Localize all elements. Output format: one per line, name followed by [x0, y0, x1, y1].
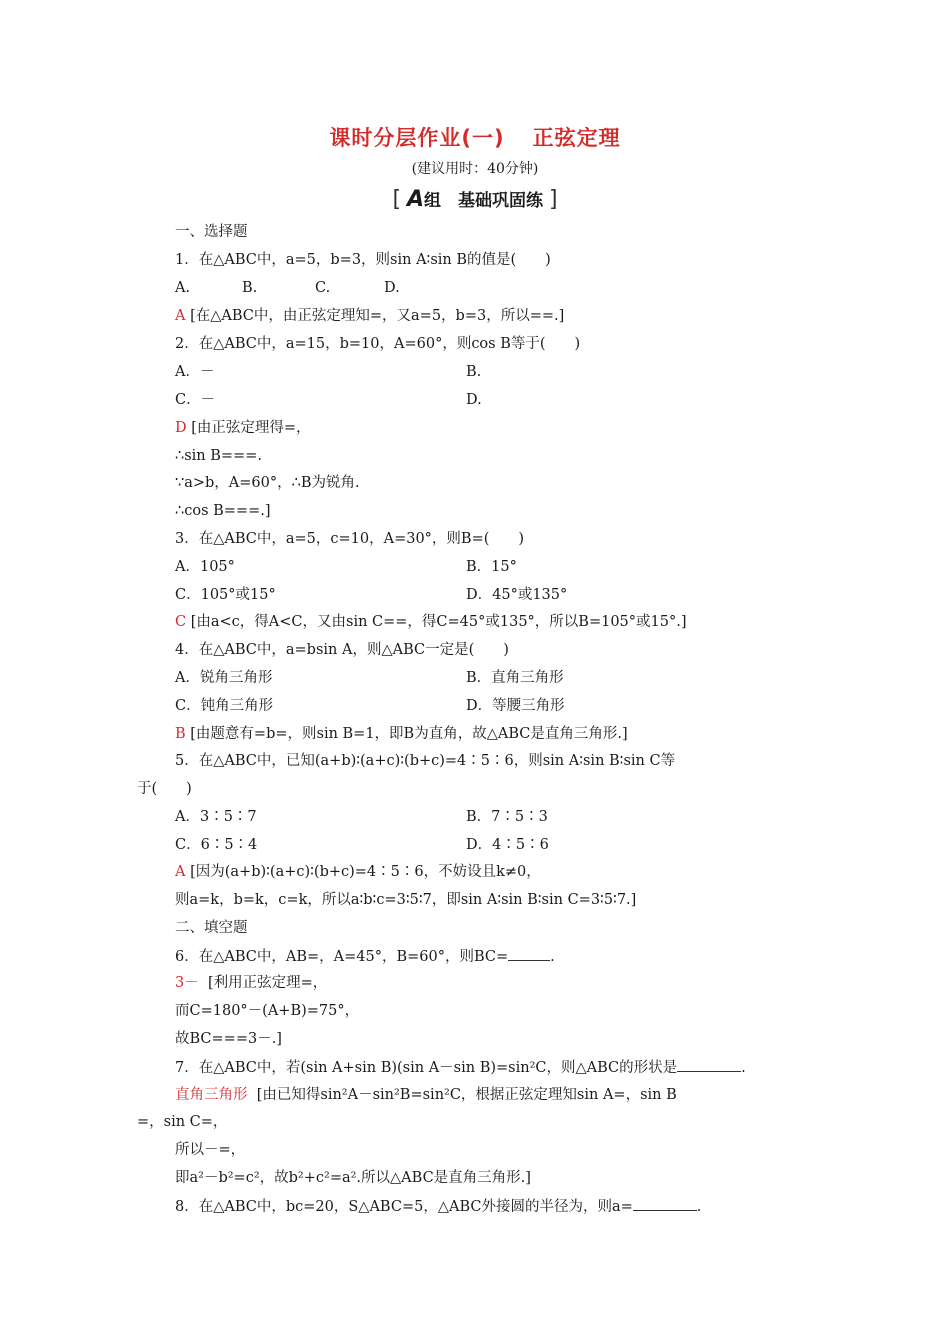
option-a: A．105°	[175, 559, 235, 575]
question-stem: 1．在△ABC中，a=5，b=3，则sin A∶sin B的值是( )	[175, 252, 551, 268]
answer-explanation: [由已知得sin²A－sin²B=sin²C，根据正弦定理知sin A=，sin B	[256, 1087, 677, 1103]
answer-explanation: [在△ABC中，由正弦定理知=，又a=5，b=3，所以==.]	[190, 308, 565, 324]
question-stem-cont: 于( )	[137, 781, 192, 797]
option-d: D.	[466, 392, 482, 408]
answer-line	[175, 612, 687, 632]
option-b: B．7∶5∶3	[466, 809, 548, 825]
option-b: B.	[242, 280, 258, 296]
group-bracket-close: ]	[548, 187, 558, 212]
option-a: A．3∶5∶7	[175, 809, 257, 825]
answer-blank	[677, 1057, 741, 1072]
answer-line	[175, 418, 311, 438]
option-a: A.	[175, 280, 191, 296]
answer-explanation: [利用正弦定理=，	[207, 975, 328, 991]
stem-end: .	[696, 1199, 702, 1215]
title-topic: 正弦定理	[532, 126, 621, 150]
group-letter: A	[406, 187, 425, 212]
option-d: D．等腰三角形	[466, 698, 565, 714]
explanation-line: 故BC===3－.]	[175, 1031, 282, 1047]
option-d: D.	[384, 280, 400, 296]
explanation-line: =，sin C=，	[137, 1114, 228, 1130]
option-d: D．4∶5∶6	[466, 837, 549, 853]
option-c: C．6∶5∶4	[175, 837, 258, 853]
answer-blank	[508, 946, 550, 961]
time-suggestion: (建议用时：40分钟)	[411, 161, 539, 177]
option-a: A．锐角三角形	[175, 670, 273, 686]
answer-explanation: [由题意有=b=，则sin B=1，即B为直角，故△ABC是直角三角形.]	[190, 726, 628, 742]
question-stem: 3．在△ABC中，a=5，c=10，A=30°，则B=( )	[175, 531, 525, 547]
option-c: C.	[315, 280, 331, 296]
group-heading	[0, 186, 950, 212]
page-title	[0, 122, 950, 152]
option-b: B．15°	[466, 559, 517, 575]
question-stem	[175, 1196, 701, 1217]
answer-letter: B	[175, 726, 186, 742]
explanation-line: 则a=k，b=k，c=k，所以a∶b∶c=3∶5∶7，即sin A∶sin B∶sin C=3∶5∶7.]	[175, 892, 637, 908]
stem-text: 6．在△ABC中，AB=，A=45°，B=60°，则BC=	[175, 949, 509, 965]
section-heading: 二、填空题	[175, 920, 248, 936]
answer-letter: D	[175, 420, 187, 436]
title-main: 课时分层作业(一)	[329, 126, 505, 150]
answer-letter: A	[175, 308, 186, 324]
explanation-line: 所以－=，	[175, 1142, 246, 1158]
answer-blank	[633, 1196, 697, 1211]
stem-end: .	[550, 949, 555, 965]
answer-line	[175, 724, 628, 744]
answer-line	[175, 862, 541, 882]
answer-line	[175, 306, 564, 326]
group-bracket-open: [	[392, 187, 402, 212]
option-c: C．钝角三角形	[175, 698, 274, 714]
question-stem	[175, 1057, 746, 1078]
answer-explanation: [因为(a+b)∶(a+c)∶(b+c)=4∶5∶6，不妨设且k≠0，	[190, 864, 541, 880]
explanation-line: ∴cos B===.]	[175, 503, 271, 519]
answer-letter: C	[175, 614, 187, 630]
answer-value: 直角三角形	[175, 1087, 248, 1103]
answer-line	[175, 1085, 677, 1105]
option-c: C．－	[175, 392, 216, 408]
question-stem: 2．在△ABC中，a=15，b=10，A=60°，则cos B等于( )	[175, 336, 581, 352]
answer-explanation: [由a<c，得A<C，又由sin C==，得C=45°或135°，所以B=105°或15°.]	[190, 614, 687, 630]
option-b: B.	[466, 364, 482, 380]
group-label: 组 基础巩固练	[424, 191, 544, 211]
answer-line	[175, 973, 327, 993]
option-d: D．45°或135°	[466, 587, 568, 603]
question-stem: 5．在△ABC中，已知(a+b)∶(a+c)∶(b+c)=4∶5∶6，则sin A∶sin B∶sin C等	[175, 753, 676, 769]
section-heading: 一、选择题	[175, 224, 248, 240]
explanation-line: 即a²－b²=c²，故b²+c²=a².所以△ABC是直角三角形.]	[175, 1170, 531, 1186]
explanation-line: ∴sin B===.	[175, 448, 262, 464]
option-b: B．直角三角形	[466, 670, 564, 686]
stem-end: .	[741, 1060, 746, 1076]
explanation-line: ∵a>b，A=60°，∴B为锐角.	[175, 475, 360, 491]
question-stem	[175, 946, 555, 967]
option-c: C．105°或15°	[175, 587, 276, 603]
option-a: A．－	[175, 364, 215, 380]
answer-explanation: [由正弦定理得=，	[191, 420, 311, 436]
answer-letter: A	[175, 864, 186, 880]
answer-value: 3－	[175, 975, 199, 991]
stem-text: 7．在△ABC中，若(sin A+sin B)(sin A－sin B)=sin²C，则△ABC的形状是	[175, 1060, 678, 1076]
question-stem: 4．在△ABC中，a=bsin A，则△ABC一定是( )	[175, 642, 509, 658]
explanation-line: 而C=180°－(A+B)=75°，	[175, 1003, 360, 1019]
stem-text: 8．在△ABC中，bc=20，S△ABC=5，△ABC外接圆的半径为，则a=	[175, 1199, 633, 1215]
